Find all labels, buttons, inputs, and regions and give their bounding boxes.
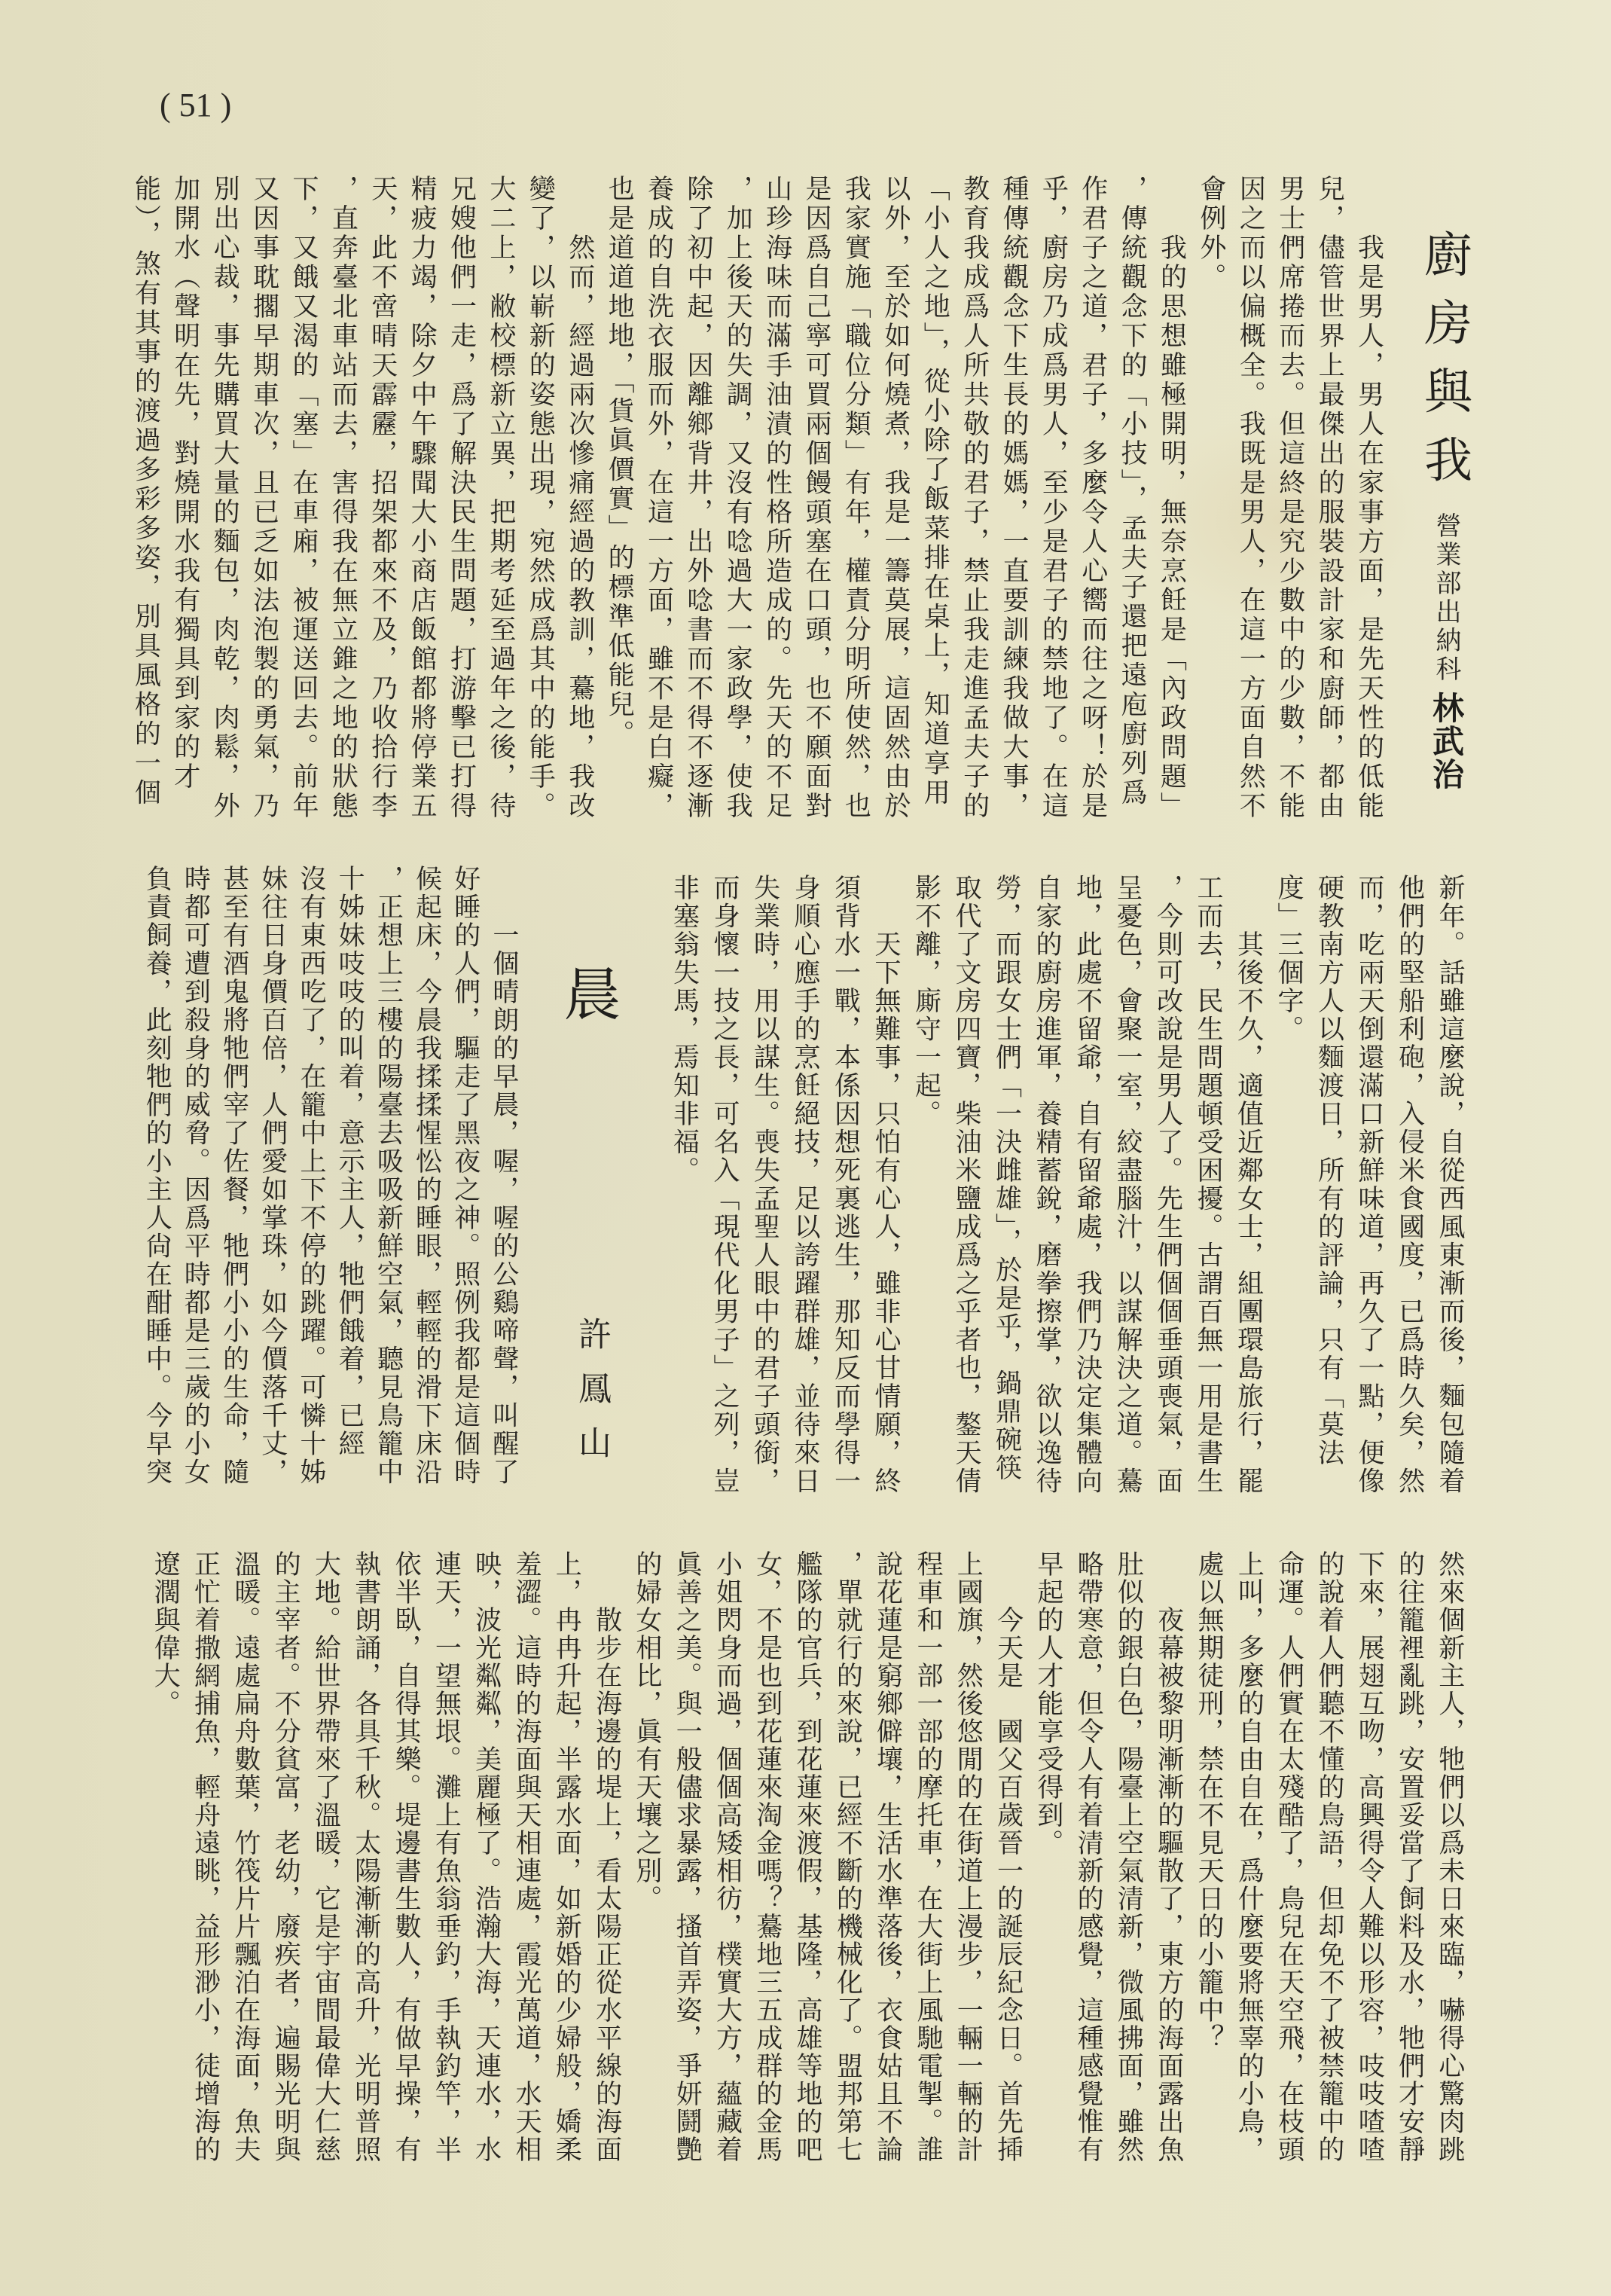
text-column: 程車和一部一部的摩托車，在大街上風馳電掣。誰 — [912, 1550, 943, 2163]
page-number: ( 51 ) — [160, 87, 232, 124]
text-column: 影不離，廝守一起。 — [911, 874, 941, 1128]
text-column: 加開水（聲明在先，對燒開水我有獨具到家的才 — [169, 175, 200, 792]
text-column: 正忙着撒網捕魚，輕舟遠眺，益形渺小，徒增海的 — [190, 1550, 221, 2163]
text-column: 精疲力竭，除夕中午驟聞大小商店飯館都將停業五 — [407, 175, 438, 821]
text-column: 遼濶與偉大。 — [150, 1550, 181, 1717]
article-1-byline-department: 營業部出納科 — [1431, 512, 1461, 684]
article-1-title: 廚房與我 — [1416, 229, 1472, 503]
text-column: 其後不久，適值近鄰女士，組團環島旅行，罷 — [1233, 874, 1264, 1495]
text-column: ，加上後天的失調，又沒有唸過大一家政學，使我 — [722, 175, 753, 821]
text-column: 教育我成爲人所共敬的君子，禁止我走進孟夫子的 — [959, 175, 990, 821]
text-column: 然而，經過兩次慘痛經過的教訓，驀地，我改 — [564, 175, 595, 821]
article-1-middle-band — [664, 874, 1469, 1507]
text-column: 小姐閃身而過，個個高矮相彷，樸實大方，蘊藏着 — [712, 1550, 743, 2163]
text-column: 天，此不啻晴天霹靂，招架都來不及，乃收拾行李 — [367, 175, 398, 821]
text-column: 我是男人，男人在家事方面，是先天性的低能 — [1353, 175, 1384, 821]
text-column: 依半臥，自得其樂。堤邊書生數人，有做早操，有 — [391, 1550, 422, 2163]
text-column: 女，不是也到花蓮來淘金嗎？驀地三五成群的金馬 — [752, 1550, 783, 2163]
text-column: 映，波光粼粼，美麗極了。浩瀚大海，天連水，水 — [471, 1550, 502, 2163]
text-column: 妹往日身價百倍，人們愛如掌珠，如今價落千丈， — [257, 865, 288, 1486]
text-column: 作君子之道，君子，多麼令人心嚮而往之呀！於是 — [1077, 175, 1108, 821]
text-column: 又因事耽擱早期車次，且已乏如法泡製的勇氣，乃 — [249, 175, 279, 821]
text-column: 而，吃兩天倒還滿口新鮮味道，再久了一點，便像 — [1354, 874, 1384, 1495]
text-column: 因之而以偏概全。我既是男人，在這一方面自然不 — [1235, 175, 1266, 821]
text-column: 略帶寒意，但令人有着清新的感覺，這種感覺惟有 — [1073, 1550, 1104, 2163]
text-column: ，正想上三樓的陽臺去吸吸新鮮空氣，聽見鳥籠中 — [373, 865, 404, 1486]
text-column: 是因爲自己寧可買兩個饅頭塞在口頭，也不願面對 — [801, 175, 832, 821]
text-column: 連天，一望無垠。灘上有魚翁垂釣，手執釣竿，半 — [431, 1550, 462, 2163]
text-column: 變了，以嶄新的姿態出現，宛然成爲其中的能手。 — [525, 175, 556, 821]
text-column: ，今則可改說是男人了。先生們個個垂頭喪氣，面 — [1152, 874, 1183, 1495]
text-column: 工而去，民生問題頓受困擾。古謂百無一用是書生 — [1193, 874, 1223, 1495]
text-column: 呈憂色，會聚一室，絞盡腦汁，以謀解決之道。驀 — [1112, 874, 1143, 1495]
text-column: 的婦女相比，眞有天壤之別。 — [631, 1550, 662, 1913]
text-column: 種傳統觀念下生長的媽媽，一直要訓練我做大事， — [998, 175, 1029, 821]
text-column: 自家的廚房進軍，養精蓄銳，磨拳擦掌，欲以逸待 — [1032, 874, 1062, 1495]
text-column: 度」三個字。 — [1274, 874, 1304, 1043]
text-column: 命運。人們實在太殘酷了，鳥兒在天空飛，在枝頭 — [1274, 1550, 1304, 2163]
text-column: 說花蓮是窮鄉僻壤，生活水準落後，衣食姑且不論 — [872, 1550, 903, 2163]
text-column: 眞善之美。與一般儘求暴露，搔首弄姿，爭妍鬪艷 — [672, 1550, 703, 2163]
text-column: 羞澀。這時的海面與天相連處，霞光萬道，水天相 — [511, 1550, 542, 2163]
text-column: 硬教南方人以麵渡日，所有的評論，只有「莫法 — [1314, 874, 1344, 1467]
text-column: 山珍海味而滿手油漬的性格所造成的。先天的不足 — [761, 175, 792, 821]
text-column: 上國旗，然後悠閒的在街道上漫步，一輛一輛的計 — [953, 1550, 984, 2163]
text-column: 的往籠裡亂跳，安置妥當了飼料及水，牠們才安靜 — [1394, 1550, 1425, 2163]
text-column: 取代了文房四寶，柴油米鹽成爲之乎者也，鏊天倩 — [951, 874, 981, 1495]
text-column: 的主宰者。不分貧富，老幼，廢疾者，遍賜光明與 — [270, 1550, 301, 2163]
text-column: 夜幕被黎明漸漸的驅散了，東方的海面露出魚 — [1153, 1550, 1184, 2163]
text-column: 乎，廚房乃成爲男人，至少是君子的禁地了。在這 — [1038, 175, 1069, 821]
text-column: 上叫，多麼的自由自在，爲什麼要將無辜的小鳥， — [1234, 1550, 1265, 2163]
text-column: ，直奔臺北車站而去，害得我在無立錐之地的狀態 — [328, 175, 359, 821]
text-column: 「小人之地」，從小除了飯菜排在桌上，知道享用 — [920, 175, 950, 808]
text-column: 會例外。 — [1195, 175, 1226, 292]
text-column: 沒有東西吃了，在籠中上下不停的跳躍。可憐十姊 — [295, 865, 326, 1486]
text-column: 下，又餓又渴的「塞」在車廂，被運送回去。前年 — [288, 175, 319, 821]
text-column: 大地。給世界帶來了溫暖，它是宇宙間最偉大仁慈 — [310, 1550, 341, 2163]
text-column: 男士們席捲而去。但這終是究少數中的少數，不能 — [1274, 175, 1305, 821]
text-column: 失業時，用以謀生。喪失孟聖人眼中的君子頭銜， — [749, 874, 780, 1495]
text-column: 下來，展翅互吻，高興得令人難以形容，吱吱喳喳 — [1354, 1550, 1385, 2163]
text-column: 新年。話雖這麼說，自從西風東漸而後，麵包隨着 — [1435, 874, 1465, 1495]
text-column: 別出心裁，事先購買大量的麵包，肉乾，肉鬆，外 — [209, 175, 240, 821]
article-2-title: 晨 — [554, 964, 621, 1021]
text-column: 負責飼養，此刻牠們的小主人尙在酣睡中。今早突 — [142, 865, 172, 1486]
text-column: 散步在海邊的堤上，看太陽正從水平線的海面 — [591, 1550, 622, 2163]
text-column: 養成的自洗衣服而外，在這一方面，雖不是白癡， — [643, 175, 674, 821]
article-1-top-band — [126, 175, 1389, 838]
text-column: 兄嫂他們一走，爲了解決民生問題，打游擊已打得 — [446, 175, 477, 821]
text-column: 好睡的人們，驅走了黑夜之神。照例我都是這個時 — [450, 865, 481, 1486]
text-column: ，傳統觀念下的「小技」，孟夫子還把遠庖廚列爲 — [1117, 175, 1148, 808]
text-column: 大二上，敝校標新立異，把期考延至過年之後，待 — [485, 175, 516, 821]
text-column: 我的思想雖極開明，無奈烹飪是「內政問題」 — [1156, 175, 1187, 821]
text-column: 處以無期徒刑，禁在不見天日的小籠中？ — [1194, 1550, 1225, 2052]
text-column: 執書朗誦，各具千秋。太陽漸漸的高升，光明普照 — [350, 1550, 381, 2163]
text-column: 然來個新主人，牠們以爲未日來臨，嚇得心驚肉跳 — [1434, 1550, 1465, 2163]
text-column: 時都可遭到殺身的威脅。因爲平時都是三歲的小女 — [180, 865, 211, 1486]
text-column: 甚至有酒鬼將牠們宰了佐餐，牠們小小的生命，隨 — [218, 865, 249, 1486]
text-column: 肚似的銀白色，陽臺上空氣清新，微風拂面，雖然 — [1113, 1550, 1144, 2163]
article-1-byline-author: 林武治 — [1428, 692, 1465, 791]
article-2-middle-band — [137, 865, 523, 1498]
article-2-bottom-band — [145, 1550, 1469, 2175]
text-column: 也是道道地地，「貨眞價實」的標準低能兒。 — [604, 175, 635, 750]
text-column: ，單就行的來說，已經不斷的機械化了。盟邦第七 — [832, 1550, 863, 2163]
text-column: 上，冉冉升起，半露水面，如新婚的少婦般，嬌柔 — [551, 1550, 582, 2163]
text-column: 勞，而跟女士們「一決雌雄」，於是乎，鍋鼎碗筷 — [991, 874, 1022, 1482]
text-column: 身順心應手的烹飪絕技，足以誇躍群雄，並待來日 — [790, 874, 820, 1495]
text-column: 今天是 國父百歲晉一的誕辰紀念日。首先揷 — [993, 1550, 1024, 2163]
text-column: 非塞翁失馬，焉知非福。 — [669, 874, 700, 1185]
text-column: 的說着人們聽不懂的鳥語，但却免不了被禁籠中的 — [1314, 1550, 1344, 2163]
text-column: 候起床，今晨我揉揉惺忪的睡眼，輕輕的滑下床沿 — [411, 865, 442, 1486]
text-column: 我家實施「職位分類」有年，權責分明所使然，也 — [841, 175, 871, 821]
text-column: 兒，儘管世界上最傑出的服裝設計家和廚師，都由 — [1314, 175, 1345, 821]
text-column: 他們的堅船利砲，入侵米食國度，已爲時久矣，然 — [1394, 874, 1425, 1495]
text-column: 溫暖。遠處扁舟數葉，竹筏片片飄泊在海面，魚夫 — [230, 1550, 261, 2163]
article-2-author: 許鳳山 — [572, 1317, 611, 1479]
text-column: 除了初中起，因離鄉背井，出外唸書而不得不逐漸 — [682, 175, 713, 821]
text-column: 須背水一戰，本係因想死裏逃生，那知反而學得一 — [830, 874, 861, 1495]
text-column: 而身懷一技之長，可名入「現代化男子」之列，豈 — [709, 874, 740, 1495]
text-column: 地，此處不留爺，自有留爺處，我們乃決定集體向 — [1072, 874, 1103, 1495]
text-column: 艦隊的官兵，到花蓮來渡假，基隆，高雄等地的吧 — [792, 1550, 823, 2163]
text-column: 能），煞有其事的渡過多彩多姿，別具風格的一個 — [130, 175, 161, 808]
text-column: 以外，至於如何燒煮，我是一籌莫展，這固然由於 — [880, 175, 911, 821]
text-column: 早起的人才能享受得到。 — [1033, 1550, 1063, 1857]
text-column: 天下無難事，只怕有心人，雖非心甘情願，終 — [871, 874, 901, 1495]
text-column: 十姊妹吱吱的叫着，意示主人，牠們餓着，已經 — [334, 865, 365, 1458]
text-column: 一個晴朗的早晨，喔，喔的公鷄啼聲，叫醒了 — [488, 865, 519, 1486]
